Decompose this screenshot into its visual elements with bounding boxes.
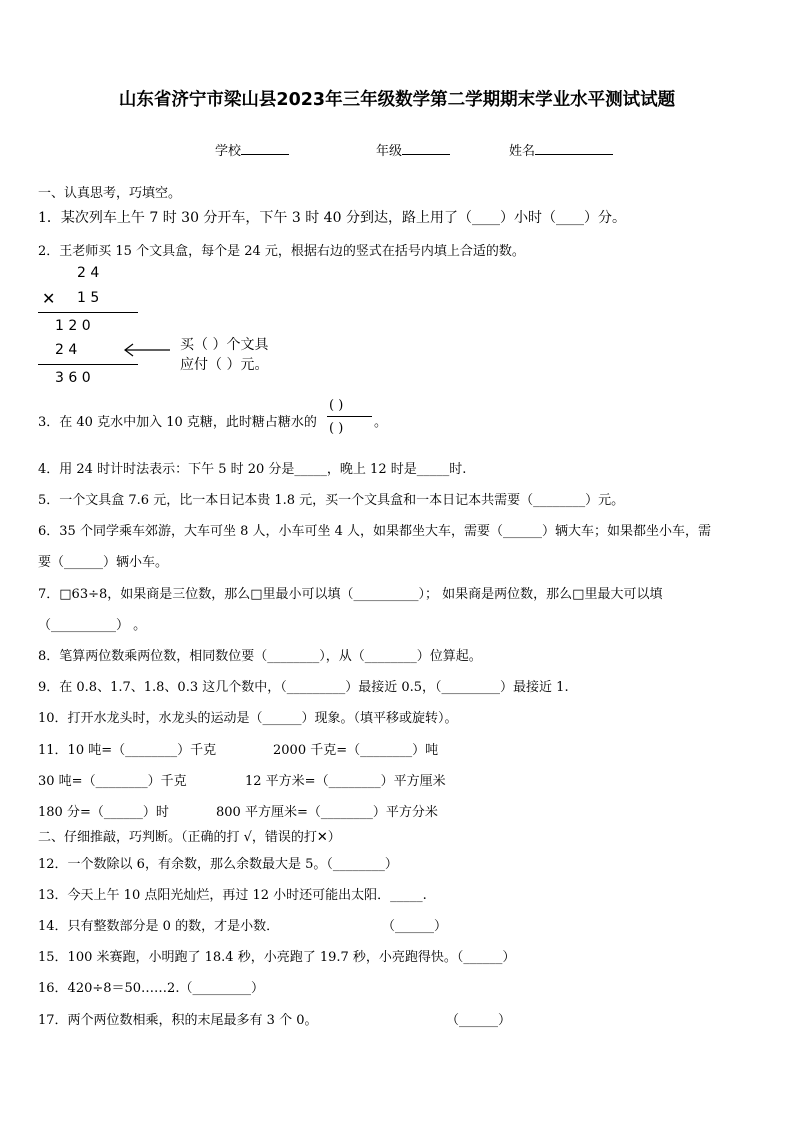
question-11-c-2: 800 平方厘米=（________）平方分米 <box>216 805 438 820</box>
school-field <box>215 140 289 159</box>
question-15: 15．100 米赛跑，小明跑了 18.4 秒，小亮跑了 19.7 秒，小亮跑得快。（______） <box>38 950 516 965</box>
question-1: 1．某次列车上午 7 时 30 分开车，下午 3 时 40 分到达，路上用了（____）小时（____）分。 <box>38 210 626 226</box>
calc-row-2: 1 5 <box>77 290 100 306</box>
question-3: 3．在 40 克水中加入 10 克糖，此时糖占糖水的 <box>38 415 317 430</box>
name-blank[interactable] <box>535 141 613 155</box>
name-field <box>509 140 613 159</box>
question-2: 2．王老师买 15 个文具盒，每个是 24 元，根据右边的竖式在括号内填上合适的数。 <box>38 244 525 259</box>
question-14: 14．只有整数部分是 0 的数，才是小数． <box>38 919 280 934</box>
calc-divider-2 <box>38 364 138 365</box>
question-17: 17．两个两位数相乘，积的末尾最多有 3 个 0。 <box>38 1013 318 1028</box>
fraction-bar <box>327 416 372 417</box>
question-7-line-2: （__________） 。 <box>38 618 147 633</box>
question-11-a-1: 11．10 吨=（________）千克 <box>38 743 217 758</box>
question-4: 4．用 24 时计时法表示：下午 5 时 20 分是_____，晚上 12 时是_____时. <box>38 462 467 477</box>
arrow-left-icon <box>122 343 172 357</box>
question-16: 16．420÷8＝50……2.（_________） <box>38 981 264 996</box>
calc-row-4: 2 4 <box>55 342 78 358</box>
grade-label: 年级 <box>376 144 403 159</box>
question-9: 9．在 0.8、1.7、1.8、0.3 这几个数中，（_________）最接近 0.5，（_________）最接近 1. <box>38 680 569 695</box>
calc-note-pay: 应付（ ）元。 <box>180 357 269 373</box>
fraction-denominator[interactable]: ( ) <box>329 421 344 436</box>
question-6-line-1: 6．35 个同学乘车郊游，大车可坐 8 人，小车可坐 4 人，如果都坐大车，需要（______）辆大车；如果都坐小车，需 <box>38 524 712 539</box>
calc-row-1: 2 4 <box>77 265 100 281</box>
fraction-numerator[interactable]: ( ) <box>329 398 344 413</box>
question-11-c-1: 180 分=（______）时 <box>38 805 169 820</box>
grade-blank[interactable] <box>402 141 450 155</box>
page-title: 山东省济宁市梁山县2023年三年级数学第二学期期末学业水平测试试题 <box>118 90 676 110</box>
calc-row-3: 1 2 0 <box>55 318 91 334</box>
section-1-heading: 一、认真思考，巧填空。 <box>38 186 182 201</box>
times-icon: ✕ <box>42 289 56 308</box>
question-11-a-2: 2000 千克=（________）吨 <box>273 743 439 758</box>
question-5: 5．一个文具盒 7.6 元，比一本日记本贵 1.8 元，买一个文具盒和一本日记本共需要（________）元。 <box>38 493 625 508</box>
calc-row-5: 3 6 0 <box>55 370 91 386</box>
question-10: 10．打开水龙头时，水龙头的运动是（______）现象。（填平移或旋转）。 <box>38 711 458 726</box>
question-17-blank[interactable]: （______） <box>446 1013 512 1028</box>
question-6-line-2: 要（______）辆小车。 <box>38 555 169 570</box>
question-14-blank[interactable]: （______） <box>382 919 448 934</box>
name-label: 姓名 <box>509 144 536 159</box>
question-12: 12．一个数除以 6，有余数，那么余数最大是 5。（________） <box>38 857 398 872</box>
calc-note-buy: 买（ ）个文具 <box>180 337 269 353</box>
question-11-b-1: 30 吨=（________）千克 <box>38 774 187 789</box>
school-label: 学校 <box>215 144 242 159</box>
question-11-b-2: 12 平方米=（________）平方厘米 <box>245 774 446 789</box>
school-blank[interactable] <box>241 141 289 155</box>
calc-divider-1 <box>38 312 138 313</box>
section-2-heading: 二、仔细推敲，巧判断。（正确的打 √，错误的打✕） <box>38 830 341 845</box>
question-7-line-1: 7．□63÷8，如果商是三位数，那么□里最小可以填（__________）； 如果商是两位数，那么□里最大可以填 <box>38 587 663 602</box>
question-13: 13．今天上午 10 点阳光灿烂，再过 12 小时还可能出太阳．_____. <box>38 888 427 903</box>
question-3-end: 。 <box>374 415 388 430</box>
question-8: 8．笔算两位数乘两位数，相同数位要（________），从（________）位算起。 <box>38 649 482 664</box>
grade-field <box>376 140 450 159</box>
